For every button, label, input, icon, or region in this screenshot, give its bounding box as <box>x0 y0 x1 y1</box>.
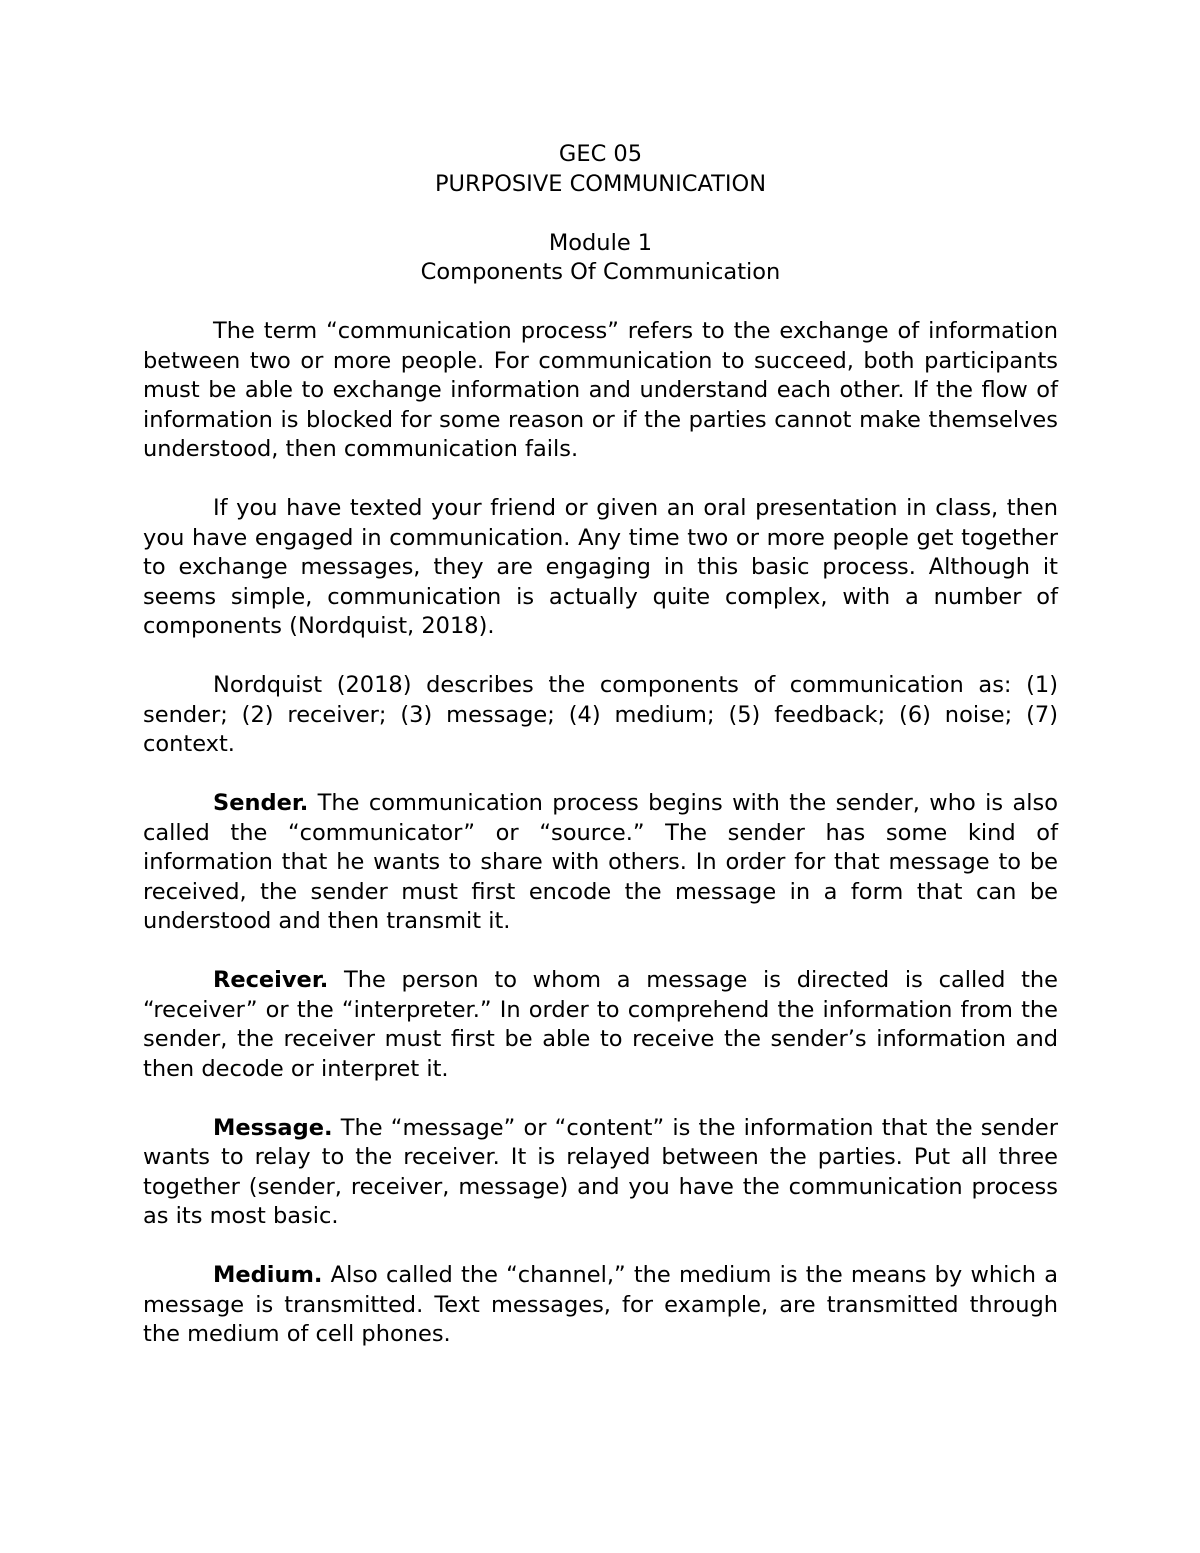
document-page <box>143 140 1058 1350</box>
term-message: Message. <box>213 1114 333 1141</box>
term-medium: Medium. <box>213 1262 323 1288</box>
paragraph-text: If you have texted your friend or given an oral presentation in class, then you have engaged in communication. Any time two or more people get together to exchange messages, they are engaging in this basic process. Although it seems simple, communication is actually quite complex, with a number of components (Nordquist, 2018). <box>143 495 1058 639</box>
paragraph-text: Nordquist (2018) describes the components of communication as: (1) sender; (2) receiver; (3) message; (4) medium; (5) feedback; (6) noise; (7) context. <box>143 672 1058 757</box>
course-title: PURPOSIVE COMMUNICATION <box>434 170 767 197</box>
paragraph-message <box>143 1114 1058 1232</box>
paragraph-text: The person to whom a message is directed is called the “receiver” or the “interpreter.” In order to comprehend the information from the sender, the receiver must first be able to receive the sender’s information and then decode or interpret it. <box>143 967 1058 1082</box>
paragraph-receiver <box>143 966 1058 1084</box>
paragraph-medium <box>143 1261 1058 1350</box>
document-header <box>143 140 1058 288</box>
module-number: Module 1 <box>548 229 653 256</box>
paragraph-text: The communication process begins with the sender, who is also called the “communicator” or “source.” The sender has some kind of information that he wants to share with others. In order for that message to be received, the sender must first encode the message in a form that can be understood and then transmit it. <box>143 790 1058 934</box>
paragraph-components-list <box>143 671 1058 760</box>
term-receiver: Receiver. <box>213 967 329 993</box>
paragraph-intro <box>143 317 1058 465</box>
course-code: GEC 05 <box>558 141 643 167</box>
term-sender: Sender. <box>213 790 309 816</box>
header-spacer <box>143 199 1058 229</box>
paragraph-text: Also called the “channel,” the medium is the means by which a message is transmitted. Text messages, for example, are transmitted through the medium of cell phones. <box>143 1262 1058 1347</box>
module-title: Components Of Communication <box>420 259 781 285</box>
paragraph-example <box>143 494 1058 642</box>
paragraph-sender <box>143 789 1058 937</box>
paragraph-text: The “message” or “content” is the information that the sender wants to relay to the receiver. It is relayed between the parties. Put all three together (sender, receiver, message) and you have the communication process as its most basic. <box>143 1114 1058 1229</box>
paragraph-text: The term “communication process” refers to the exchange of information between two or more people. For communication to succeed, both participants must be able to exchange information and understand each other. If the flow of information is blocked for some reason or if the parties cannot make themselves understood, then communication fails. <box>143 318 1058 462</box>
